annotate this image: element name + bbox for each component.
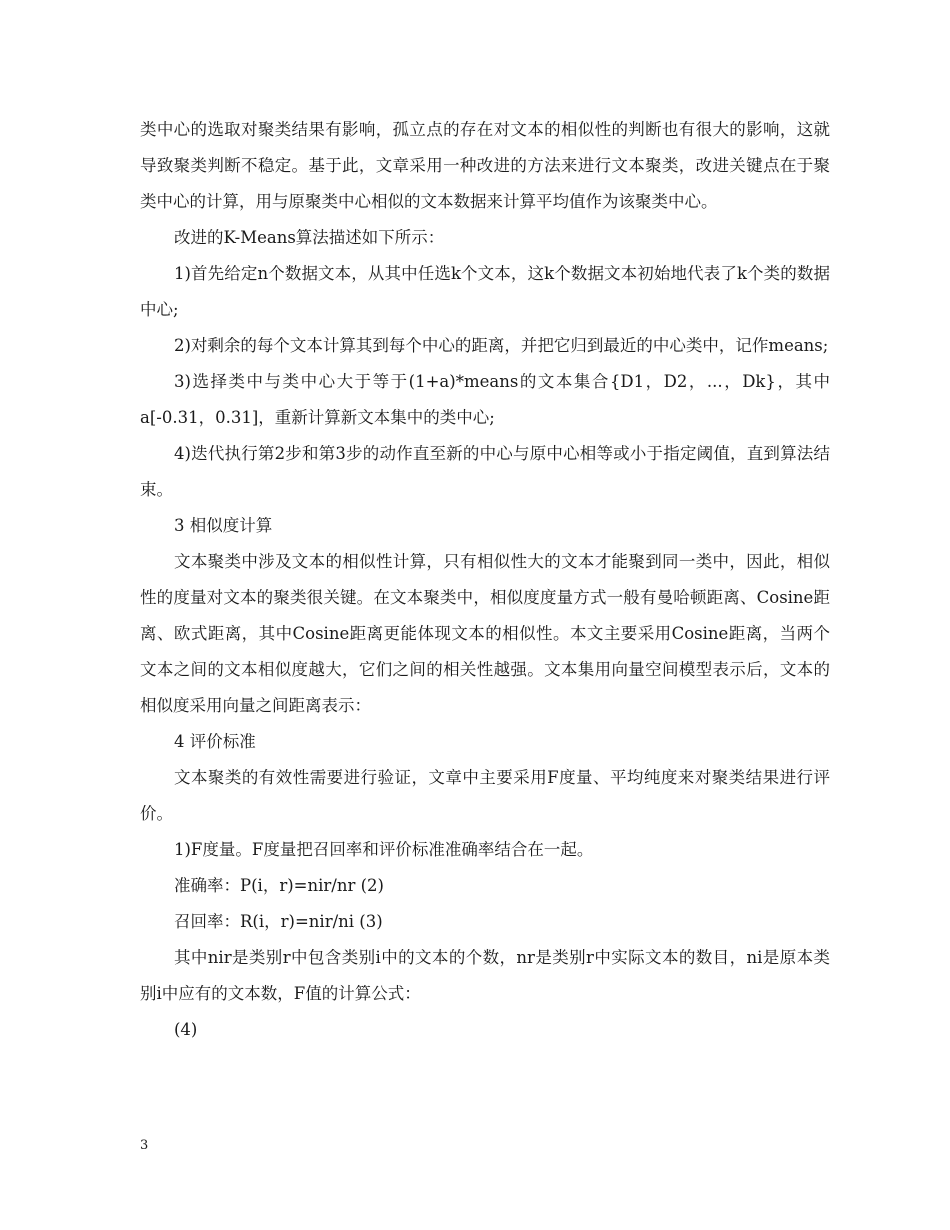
- formula-recall: 召回率：R(i，r)=nir/ni (3): [174, 912, 383, 931]
- paragraph-continuation: 类中心的选取对聚类结果有影响，孤立点的存在对文本的相似性的判断也有很大的影响，这就导致聚类判断不稳定。基于此，文章采用一种改进的方法来进行文本聚类，改进关键点在于聚类中心的计算，用与原聚类中心相似的文本数据来计算平均值作为该聚类中心。: [140, 120, 830, 211]
- paragraph-step-4: 4)迭代执行第2步和第3步的动作直至新的中心与原中心相等或小于指定阈值，直到算法结束。: [140, 444, 830, 499]
- paragraph-step-2: 2)对剩余的每个文本计算其到每个中心的距离，并把它归到最近的中心类中，记作means;: [174, 336, 829, 355]
- paragraph-step-3: 3)选择类中与类中心大于等于(1+a)*means的文本集合{D1，D2，...，Dk}，其中a[-0.31，0.31]，重新计算新文本集中的类中心;: [140, 372, 830, 427]
- section-heading-evaluation: 4 评价标准: [174, 732, 256, 751]
- paragraph-f-measure: 1)F度量。F度量把召回率和评价标准准确率结合在一起。: [174, 840, 594, 859]
- body-text: [140, 112, 830, 1048]
- paragraph-variables: 其中nir是类别r中包含类别i中的文本的个数，nr是类别r中实际文本的数目，ni是原本类别i中应有的文本数，F值的计算公式：: [140, 948, 830, 1003]
- page-number: 3: [140, 1138, 149, 1153]
- paragraph-evaluation: 文本聚类的有效性需要进行验证，文章中主要采用F度量、平均纯度来对聚类结果进行评价。: [140, 768, 830, 823]
- paragraph-similarity: 文本聚类中涉及文本的相似性计算，只有相似性大的文本才能聚到同一类中，因此，相似性的度量对文本的聚类很关键。在文本聚类中，相似度度量方式一般有曼哈顿距离、Cosine距离、欧式距离，其中Cosine距离更能体现文本的相似性。本文主要采用Cosine距离，当两个文本之间的文本相似度越大，它们之间的相关性越强。文本集用向量空间模型表示后，文本的相似度采用向量之间距离表示：: [140, 552, 830, 715]
- formula-precision: 准确率：P(i，r)=nir/nr (2): [174, 876, 384, 895]
- paragraph-algorithm-intro: 改进的K-Means算法描述如下所示：: [174, 228, 445, 247]
- formula-number-4: (4): [174, 1020, 198, 1039]
- paragraph-step-1: 1)首先给定n个数据文本，从其中任选k个文本，这k个数据文本初始地代表了k个类的数据中心;: [140, 264, 830, 319]
- section-heading-similarity: 3 相似度计算: [174, 516, 273, 535]
